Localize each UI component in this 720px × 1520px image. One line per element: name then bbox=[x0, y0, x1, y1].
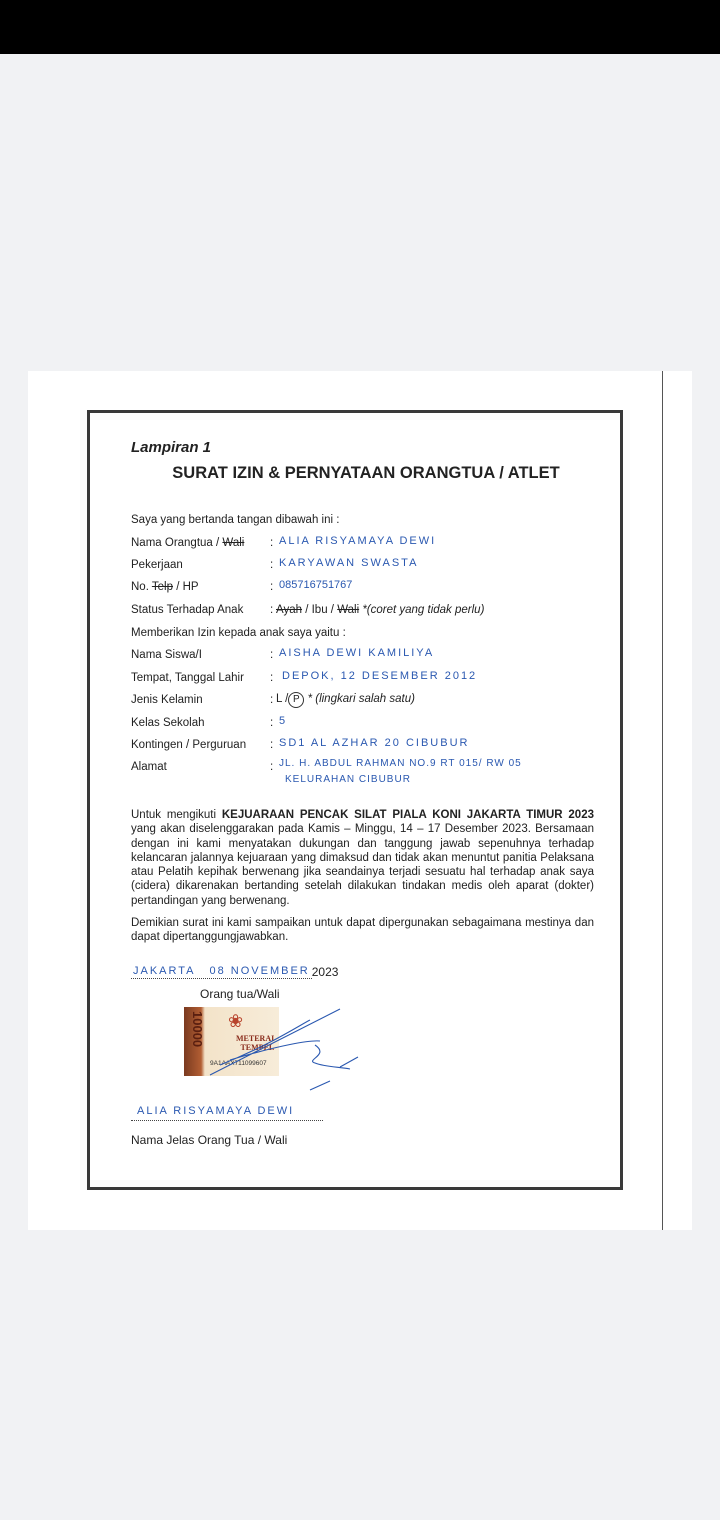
label: Status Terhadap Anak bbox=[131, 604, 244, 616]
signature-area bbox=[131, 1007, 594, 1097]
signer-line bbox=[131, 1101, 323, 1121]
text: TEMPEL bbox=[240, 1042, 275, 1052]
handwritten-value: ALIA RISYAMAYA DEWI bbox=[279, 535, 437, 547]
document-content bbox=[131, 371, 601, 1171]
text: yang akan diselenggarakan pada Kamis – Minggu, 14 – 17 Desember 2023. Bersamaan dengan ini kami menyatakan dukungan dan tanggung jawab sepenuhnya terhadap kelancaran jalannya kejuaraan yang dimaksud dan tidak akan menuntut panitia Pelaksana atau Pelatih kepihak berwenang jika seandainya terjadi sesuatu hal terhadap anak saya (cidera) dikarenakan bertanding setelah dilakukan tindakan medis oleh aparat (dokter) pertandingan yang berwenang. bbox=[131, 823, 594, 907]
fold-line bbox=[662, 371, 663, 1230]
note: *(coret yang tidak perlu) bbox=[359, 604, 485, 616]
option: / Ibu / bbox=[302, 604, 338, 616]
handwritten-value: SD1 AL AZHAR 20 CIBUBUR bbox=[279, 737, 470, 749]
handwritten-value: DEPOK, 12 DESEMBER 2012 bbox=[282, 670, 478, 682]
label: Kelas Sekolah bbox=[131, 717, 205, 729]
colon: : bbox=[270, 739, 274, 751]
closing-paragraph: Demikian surat ini kami sampaikan untuk dapat dipergunakan sebagaimana mestinya dan dapat dipertanggungjawabkan. bbox=[131, 917, 594, 944]
colon: : bbox=[270, 581, 274, 593]
date-dotted-field bbox=[131, 965, 312, 979]
label: Jenis Kelamin bbox=[131, 694, 203, 706]
colon: : bbox=[270, 649, 274, 661]
label: Pekerjaan bbox=[131, 559, 183, 571]
handwritten-place: JAKARTA bbox=[133, 964, 196, 977]
label: / HP bbox=[173, 581, 199, 593]
lampiran-label: Lampiran 1 bbox=[131, 439, 212, 456]
year: 2023 bbox=[311, 964, 339, 979]
note: * (lingkari salah satu) bbox=[307, 693, 415, 705]
stamp-code: 9A1AAX711099607 bbox=[210, 1059, 267, 1067]
label: Tempat, Tanggal Lahir bbox=[131, 672, 244, 684]
label: No. bbox=[131, 581, 152, 593]
bottom-section bbox=[131, 808, 594, 1147]
signature bbox=[190, 1005, 370, 1095]
label-struck: Wali bbox=[222, 537, 245, 549]
statement-paragraph bbox=[131, 808, 594, 908]
handwritten-value: 5 bbox=[279, 715, 288, 727]
option: L / bbox=[276, 693, 289, 705]
status-bar bbox=[0, 0, 720, 54]
colon: : bbox=[270, 672, 274, 684]
signer-label: Nama Jelas Orang Tua / Wali bbox=[131, 1132, 288, 1147]
handwritten-value: AISHA DEWI KAMILIYA bbox=[279, 647, 435, 659]
colon: : bbox=[270, 537, 274, 549]
label-struck: Telp bbox=[151, 581, 173, 593]
colon: : bbox=[270, 761, 274, 773]
handwritten-signer-name: ALIA RISYAMAYA DEWI bbox=[137, 1104, 295, 1117]
handwritten-value: KELURAHAN CIBUBUR bbox=[285, 774, 411, 785]
label: Nama Orangtua / bbox=[131, 537, 223, 549]
date-line bbox=[131, 965, 594, 979]
handwritten-date: 08 NOVEMBER bbox=[209, 964, 310, 977]
colon: : bbox=[270, 694, 274, 706]
colon: : bbox=[270, 604, 274, 616]
colon: : bbox=[270, 717, 274, 729]
text: METERAI bbox=[236, 1033, 275, 1043]
option-struck: Wali bbox=[337, 604, 360, 616]
orang-tua-label: Orang tua/Wali bbox=[200, 986, 280, 1001]
handwritten-value: JL. H. ABDUL RAHMAN NO.9 RT 015/ RW 05 bbox=[279, 758, 522, 769]
colon: : bbox=[270, 559, 274, 571]
label: Nama Siswa/I bbox=[131, 649, 202, 661]
event-name: KEJUARAAN PENCAK SILAT PIALA KONI JAKARTA TIMUR 2023 bbox=[221, 809, 594, 821]
label: Kontingen / Perguruan bbox=[131, 739, 247, 751]
intro-text: Saya yang bertanda tangan dibawah ini : bbox=[131, 514, 340, 526]
document-title: SURAT IZIN & PERNYATAAN ORANGTUA / ATLET bbox=[172, 464, 560, 482]
garuda-emblem-icon: ❀ bbox=[228, 1010, 244, 1031]
handwritten-value: 085716751767 bbox=[279, 579, 353, 591]
label: Alamat bbox=[131, 761, 167, 773]
option-circled: P bbox=[288, 692, 304, 708]
text: Untuk mengikuti bbox=[131, 809, 222, 821]
option-struck: Ayah bbox=[276, 604, 303, 616]
memberikan-text: Memberikan Izin kepada anak saya yaitu : bbox=[131, 627, 346, 639]
stamp-value: 10000 bbox=[190, 1010, 205, 1047]
handwritten-value: KARYAWAN SWASTA bbox=[279, 557, 419, 569]
